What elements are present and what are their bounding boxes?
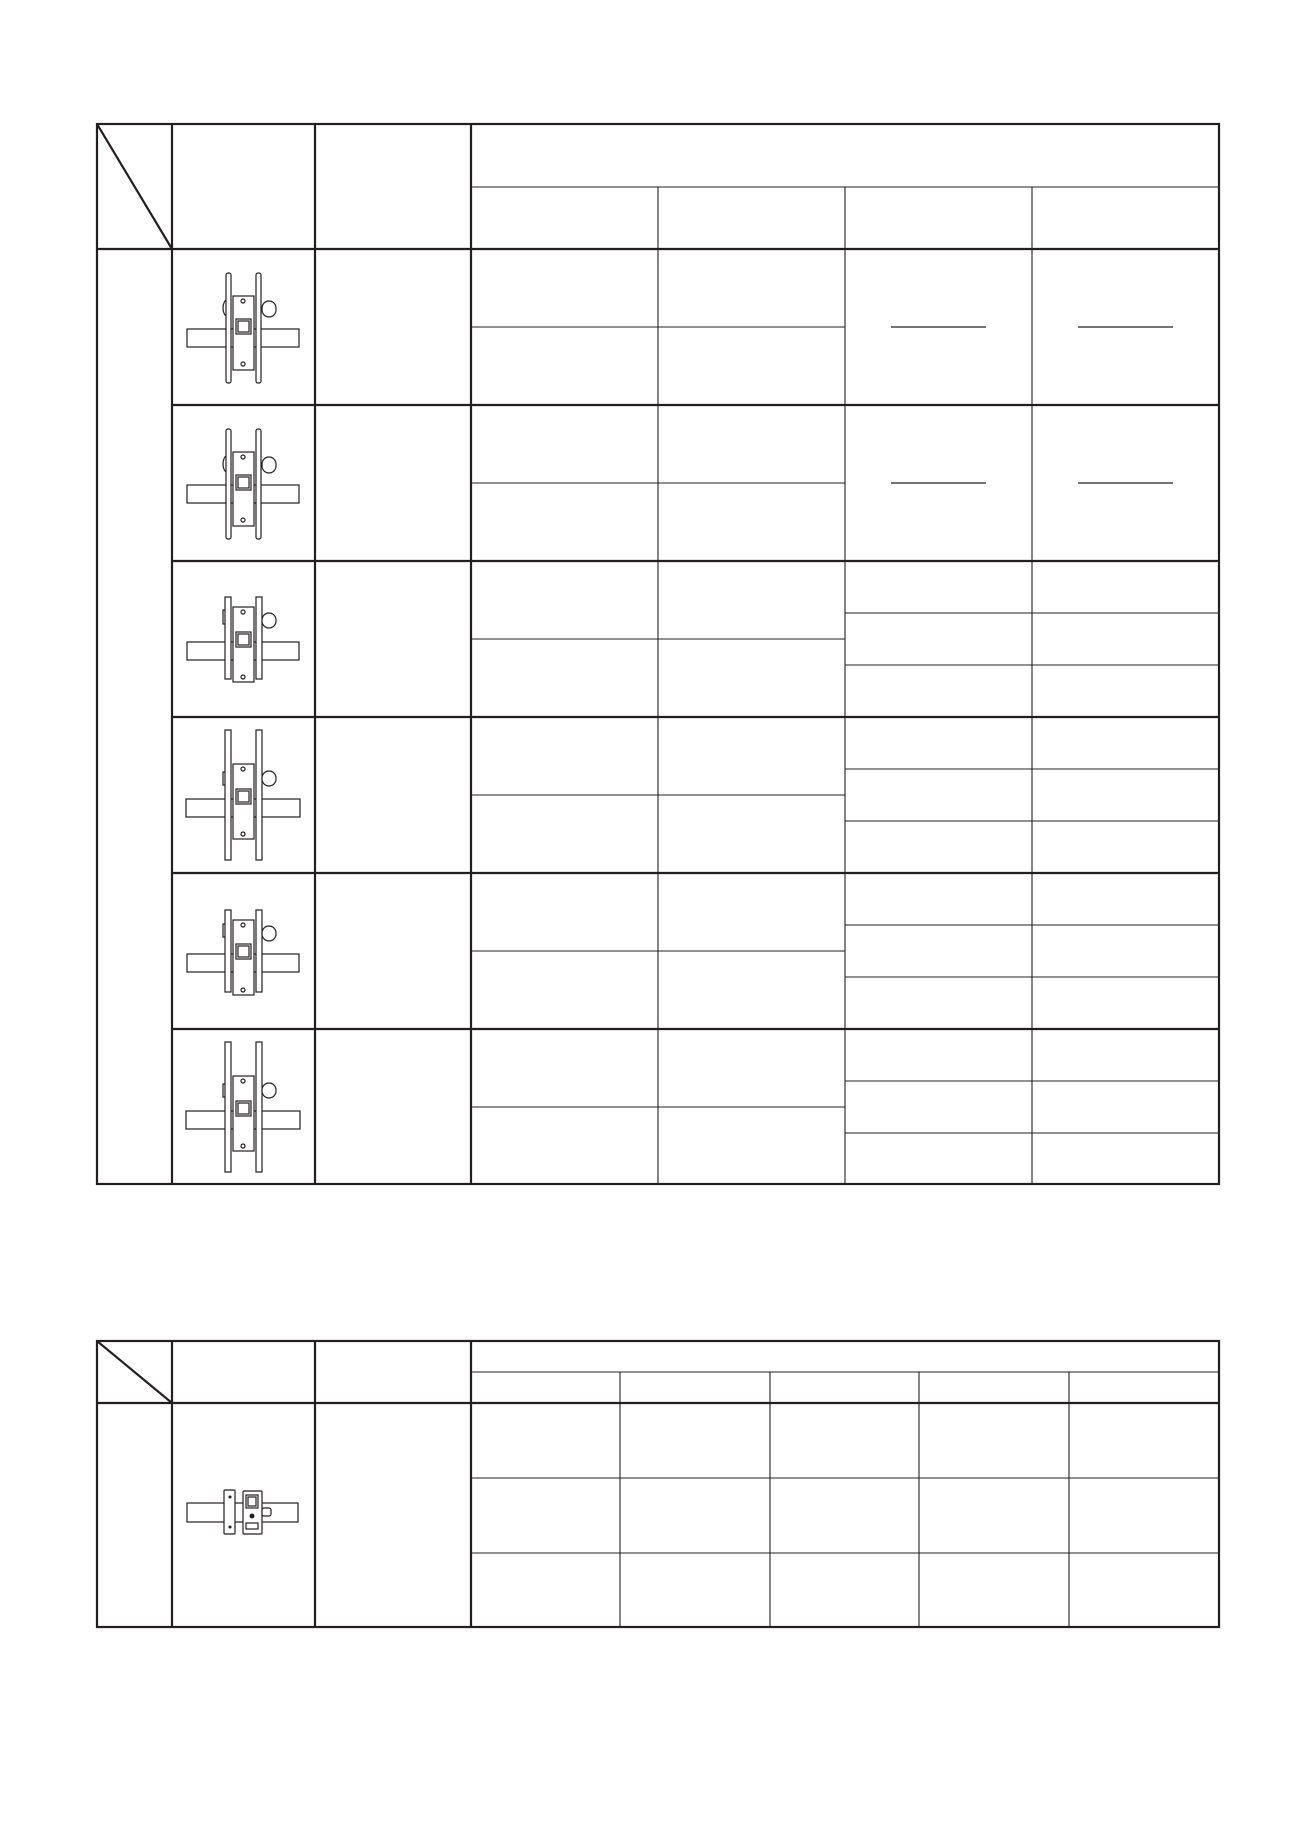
lock-drawing-row-5: [187, 910, 299, 995]
table2-corner-diagonal: [97, 1341, 172, 1403]
lock-drawing-row-4: [186, 730, 300, 860]
table2-frame: [97, 1341, 1219, 1627]
lock-drawing-row-6: [186, 1042, 300, 1172]
lock-drawing-row-2: [187, 429, 299, 539]
table1-corner-diagonal: [97, 124, 172, 249]
compact-lock-spec-table: [97, 1341, 1219, 1627]
lock-drawing-row-3: [187, 597, 299, 682]
lock-drawing-row-1: [187, 273, 299, 383]
lock-spec-table: [97, 124, 1219, 1184]
compact-lock-drawing: [187, 1490, 298, 1534]
